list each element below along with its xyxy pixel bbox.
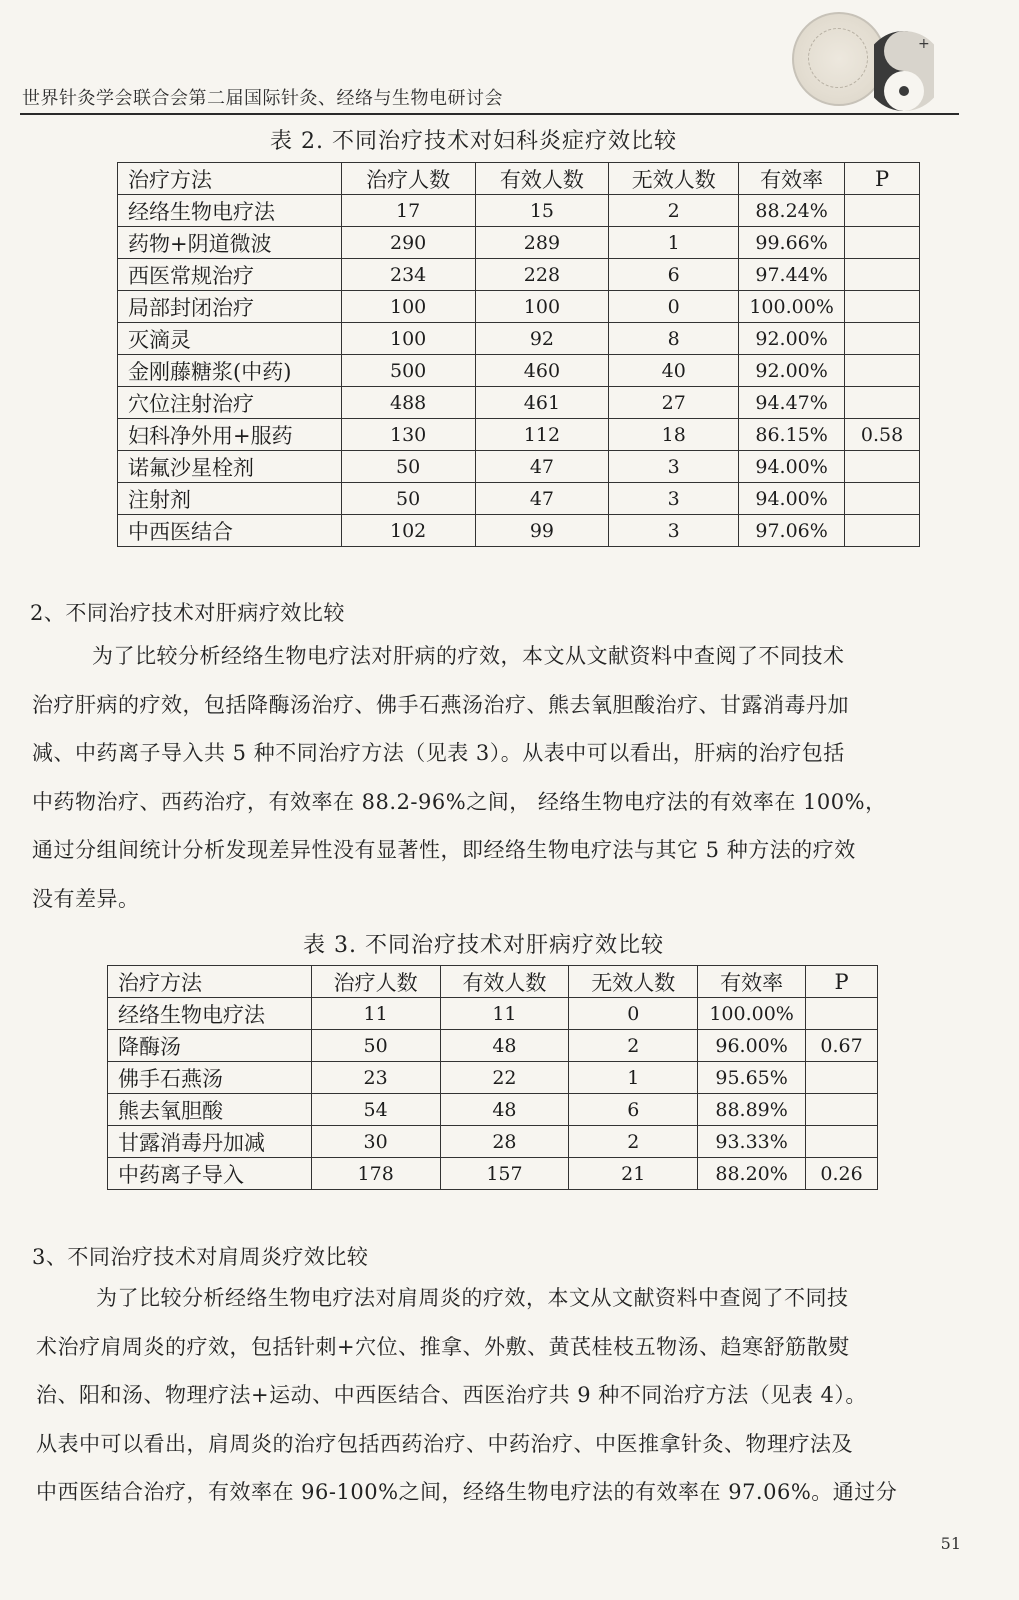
table-cell: 局部封闭治疗 (118, 291, 342, 323)
table-row (118, 483, 920, 515)
table-cell: 100.00% (698, 998, 806, 1030)
table-cell: 157 (440, 1158, 569, 1190)
table-cell: 0.58 (845, 419, 920, 451)
table-cell (845, 451, 920, 483)
table-cell: 27 (609, 387, 739, 419)
table-cell: 1 (569, 1062, 698, 1094)
table-cell: 92 (475, 323, 609, 355)
column-header: 治疗人数 (311, 966, 440, 998)
page-number: 51 (940, 1534, 961, 1553)
table-cell: 93.33% (698, 1126, 806, 1158)
table-cell: 95.65% (698, 1062, 806, 1094)
table-cell: 500 (341, 355, 475, 387)
running-header: 世界针灸学会联合会第二届国际针灸、经络与生物电研讨会 (22, 88, 503, 109)
table-cell: 86.15% (739, 419, 845, 451)
column-header: 无效人数 (569, 966, 698, 998)
paragraph-line: 没有差异。 (32, 886, 140, 911)
table-cell: 中西医结合 (118, 515, 342, 547)
table-cell: 234 (341, 259, 475, 291)
table-cell: 降酶汤 (108, 1030, 312, 1062)
table-row (118, 323, 920, 355)
table-row (118, 291, 920, 323)
table-header-row (108, 966, 878, 998)
table-cell: 289 (475, 227, 609, 259)
table-cell: 97.06% (739, 515, 845, 547)
table-cell: 经络生物电疗法 (118, 195, 342, 227)
table-cell: 88.24% (739, 195, 845, 227)
table-cell: 经络生物电疗法 (108, 998, 312, 1030)
paragraph-line: 中药物治疗、西药治疗，有效率在 88.2-96%之间， 经络生物电疗法的有效率在 100%， (32, 789, 887, 814)
table-cell: 中药离子导入 (108, 1158, 312, 1190)
table-cell (845, 387, 920, 419)
table-row (108, 1094, 878, 1126)
table-cell: 48 (440, 1030, 569, 1062)
table-cell: 88.89% (698, 1094, 806, 1126)
table-cell: 2 (609, 195, 739, 227)
column-header: 有效率 (739, 163, 845, 195)
table-cell: 0.26 (806, 1158, 878, 1190)
section2-heading: 2、不同治疗技术对肝病疗效比较 (30, 601, 345, 625)
table-cell: 1 (609, 227, 739, 259)
column-header: 治疗人数 (341, 163, 475, 195)
table-cell: 熊去氧胆酸 (108, 1094, 312, 1126)
table-cell (806, 1094, 878, 1126)
table-cell: 48 (440, 1094, 569, 1126)
table-row (118, 515, 920, 547)
table-cell: 甘露消毒丹加减 (108, 1126, 312, 1158)
table-cell: 50 (341, 483, 475, 515)
table-cell: 佛手石燕汤 (108, 1062, 312, 1094)
table-cell (845, 515, 920, 547)
table-cell: 92.00% (739, 323, 845, 355)
table-cell: 92.00% (739, 355, 845, 387)
table-cell: 11 (311, 998, 440, 1030)
table-cell: 47 (475, 483, 609, 515)
table-cell: 灭滴灵 (118, 323, 342, 355)
table-cell: 6 (609, 259, 739, 291)
table-cell: 40 (609, 355, 739, 387)
table-cell (806, 1126, 878, 1158)
table-cell: 2 (569, 1126, 698, 1158)
table-cell: 11 (440, 998, 569, 1030)
table-cell: 99 (475, 515, 609, 547)
table-row (108, 1158, 878, 1190)
table-row (108, 998, 878, 1030)
table-cell: 8 (609, 323, 739, 355)
section3-paragraph (36, 1274, 897, 1517)
paragraph-line: 治、阳和汤、物理疗法+运动、中西医结合、西医治疗共 9 种不同治疗方法（见表 4）。 (36, 1383, 867, 1407)
column-header: 有效人数 (475, 163, 609, 195)
table-cell: 0 (609, 291, 739, 323)
table-cell: 130 (341, 419, 475, 451)
table-row (118, 195, 920, 227)
section3-heading: 3、不同治疗技术对肩周炎疗效比较 (32, 1245, 369, 1269)
table-cell: 西医常规治疗 (118, 259, 342, 291)
column-header: P (806, 966, 878, 998)
table2-caption: 表 2. 不同治疗技术对妇科炎症疗效比较 (270, 129, 677, 154)
paragraph-line: 术治疗肩周炎的疗效，包括针刺+穴位、推拿、外敷、黄芪桂枝五物汤、趋寒舒筋散熨 (36, 1334, 850, 1359)
table-row (108, 1126, 878, 1158)
table-row (118, 419, 920, 451)
conference-seal (792, 12, 886, 106)
table-cell: 100 (341, 291, 475, 323)
table-cell: 6 (569, 1094, 698, 1126)
table-cell (806, 998, 878, 1030)
column-header: 无效人数 (609, 163, 739, 195)
table-cell (845, 259, 920, 291)
table-cell: 88.20% (698, 1158, 806, 1190)
header-divider (20, 113, 959, 115)
paragraph-line: 中西医结合治疗，有效率在 96-100%之间，经络生物电疗法的有效率在 97.06%。通过分 (36, 1480, 898, 1504)
table3 (107, 965, 878, 1190)
column-header: 治疗方法 (108, 966, 312, 998)
table-cell (845, 227, 920, 259)
table-row (118, 387, 920, 419)
table-cell (845, 291, 920, 323)
table-cell: 23 (311, 1062, 440, 1094)
table-cell: 15 (475, 195, 609, 227)
table-cell: 0 (569, 998, 698, 1030)
column-header: 有效率 (698, 966, 806, 998)
table-row (118, 451, 920, 483)
table-cell: 290 (341, 227, 475, 259)
table-cell: 金刚藤糖浆(中药) (118, 355, 342, 387)
table2 (117, 162, 920, 547)
column-header: 治疗方法 (118, 163, 342, 195)
table-cell: 30 (311, 1126, 440, 1158)
table-cell: 妇科净外用+服药 (118, 419, 342, 451)
table-cell: 102 (341, 515, 475, 547)
table-cell: 100 (475, 291, 609, 323)
table-cell (845, 483, 920, 515)
paragraph-line: 减、中药离子导入共 5 种不同治疗方法（见表 3）。从表中可以看出，肝病的治疗包括 (32, 741, 845, 765)
table-cell: 112 (475, 419, 609, 451)
table-cell: 460 (475, 355, 609, 387)
svg-text:+: + (918, 36, 930, 52)
table-cell: 3 (609, 483, 739, 515)
table-row (108, 1030, 878, 1062)
table-cell: 94.00% (739, 483, 845, 515)
paragraph-line: 为了比较分析经络生物电疗法对肩周炎的疗效，本文从文献资料中查阅了不同技 (96, 1286, 849, 1310)
table-cell: 注射剂 (118, 483, 342, 515)
table-cell: 22 (440, 1062, 569, 1094)
table-cell: 3 (609, 515, 739, 547)
paragraph-line: 治疗肝病的疗效，包括降酶汤治疗、佛手石燕汤治疗、熊去氧胆酸治疗、甘露消毒丹加 (32, 692, 849, 717)
table-row (118, 355, 920, 387)
table-cell: 50 (311, 1030, 440, 1062)
table-cell: 3 (609, 451, 739, 483)
table-cell: 18 (609, 419, 739, 451)
yin-yang-logo-icon (874, 26, 934, 116)
table-cell: 488 (341, 387, 475, 419)
paragraph-line: 为了比较分析经络生物电疗法对肝病的疗效，本文从文献资料中查阅了不同技术 (92, 644, 845, 668)
table-cell: 50 (341, 451, 475, 483)
table-cell: 178 (311, 1158, 440, 1190)
table-cell: 461 (475, 387, 609, 419)
table-row (118, 227, 920, 259)
table-cell: 97.44% (739, 259, 845, 291)
table-cell: 94.47% (739, 387, 845, 419)
table-cell: 100 (341, 323, 475, 355)
table-cell: 47 (475, 451, 609, 483)
section2-paragraph (32, 632, 887, 923)
table-cell: 94.00% (739, 451, 845, 483)
table-cell: 17 (341, 195, 475, 227)
paragraph-line: 通过分组间统计分析发现差异性没有显著性，即经络生物电疗法与其它 5 种方法的疗效 (32, 838, 856, 862)
table-cell: 28 (440, 1126, 569, 1158)
table-cell: 穴位注射治疗 (118, 387, 342, 419)
table-cell: 228 (475, 259, 609, 291)
table-cell: 54 (311, 1094, 440, 1126)
table-header-row (118, 163, 920, 195)
table-cell (845, 323, 920, 355)
table-cell: 药物+阴道微波 (118, 227, 342, 259)
table-row (118, 259, 920, 291)
table-cell (845, 355, 920, 387)
column-header: P (845, 163, 920, 195)
column-header: 有效人数 (440, 966, 569, 998)
table-cell (845, 195, 920, 227)
table-cell: 99.66% (739, 227, 845, 259)
table-cell: 2 (569, 1030, 698, 1062)
table-cell: 100.00% (739, 291, 845, 323)
table-cell: 96.00% (698, 1030, 806, 1062)
table3-caption: 表 3. 不同治疗技术对肝病疗效比较 (303, 933, 664, 958)
table-cell: 21 (569, 1158, 698, 1190)
table-cell (806, 1062, 878, 1094)
table-cell: 诺氟沙星栓剂 (118, 451, 342, 483)
table-cell: 0.67 (806, 1030, 878, 1062)
paragraph-line: 从表中可以看出，肩周炎的治疗包括西药治疗、中药治疗、中医推拿针灸、物理疗法及 (36, 1431, 853, 1456)
table-row (108, 1062, 878, 1094)
